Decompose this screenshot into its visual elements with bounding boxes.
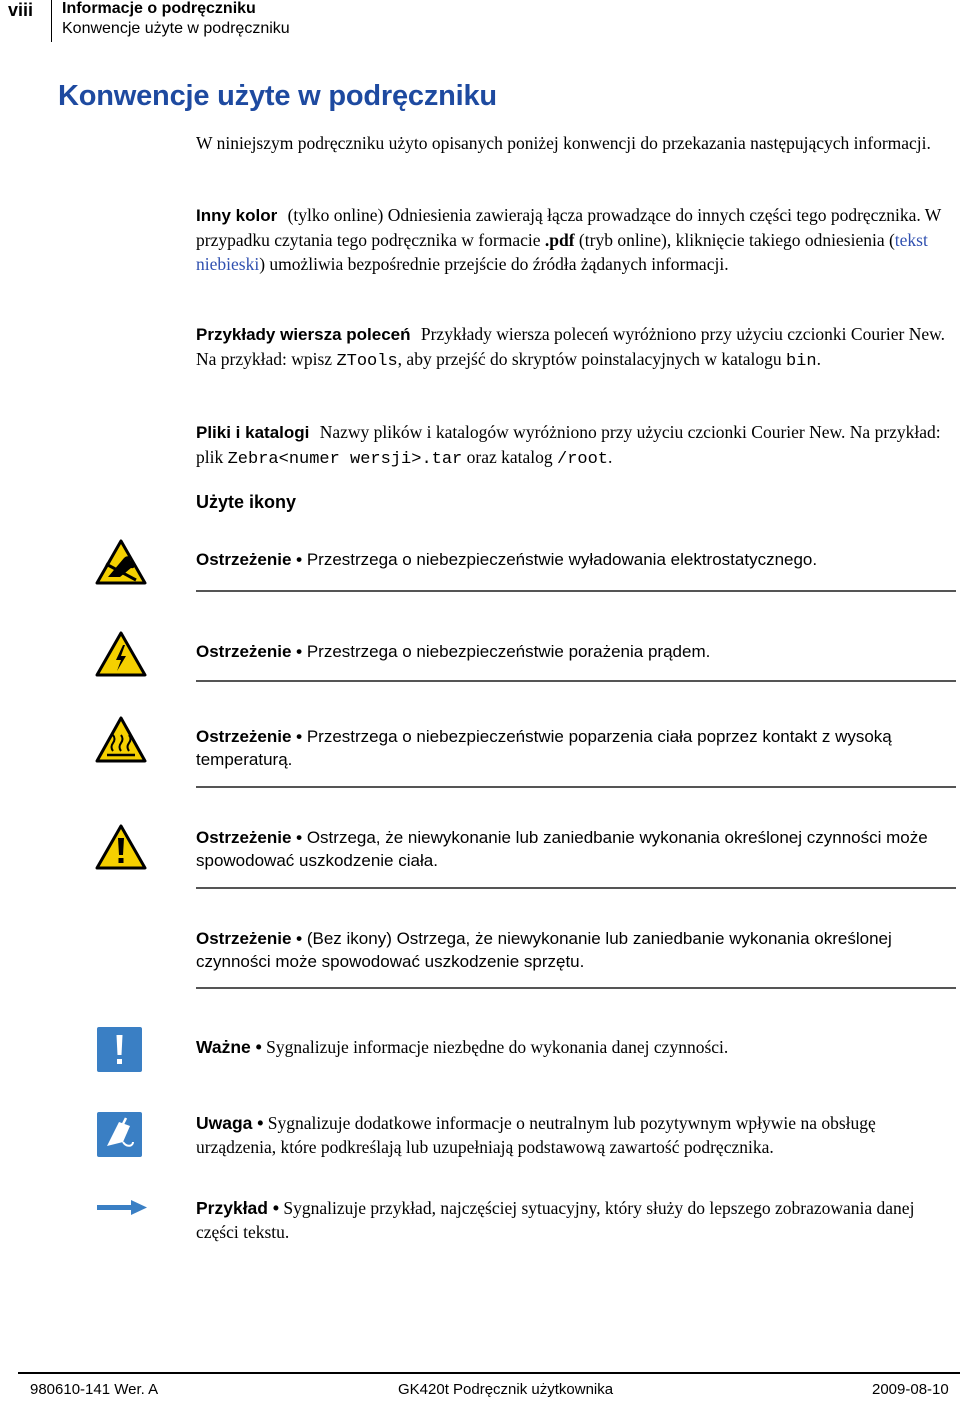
notice-text: Sygnalizuje przykład, najczęściej sytuacyjny, który służy do lepszego zobrazowania danej części tekstu. [196,1198,915,1242]
notice-text: Przestrzega o niebezpieczeństwie poparzenia ciała poprzez kontakt z wysoką temperaturą. [196,727,892,769]
notice-label: Uwaga • [196,1113,264,1133]
code-bin: bin [785,352,817,371]
convention-commands-text-2: , aby przejść do skryptów poinstalacyjnych w katalogu [397,349,786,369]
icons-heading: Użyte ikony [196,492,297,512]
convention-color [196,203,956,276]
notice-divider [196,786,956,788]
notice-label: Ostrzeżenie • [196,642,303,661]
chapter-title: Informacje o podręczniku [62,0,256,17]
convention-commands-label: Przykłady wiersza poleceń [196,325,411,344]
exclamation-warning-icon [94,823,148,871]
notice-text: Przestrzega o niebezpieczeństwie wyładowania elektrostatycznego. [302,550,818,569]
convention-color-text-2: (tryb online), kliknięcie takiego odniesienia ( [574,230,895,250]
notice-divider [196,680,956,682]
footer-manual-title: GK420t Podręcznik użytkownika [398,1381,614,1398]
note-icon [97,1112,142,1157]
page-title: Konwencje użyte w podręczniku [58,80,497,112]
header-divider [51,0,52,42]
notice-label: Ostrzeżenie • [196,550,303,569]
convention-color-text-3: ) umożliwia bezpośrednie przejście do źródła żądanych informacji. [259,254,729,274]
example-arrow-icon [97,1199,147,1217]
convention-commands [196,322,956,374]
notice-note [196,1111,956,1159]
convention-files-text-2: oraz katalog [462,447,557,467]
code-ztools: ZTools [336,352,398,371]
footer-date: 2009-08-10 [872,1381,949,1398]
notice-injury [196,826,936,872]
notice-label: Ważne • [196,1037,262,1057]
notice-text: Ostrzega, że niewykonanie lub zaniedbanie wykonania określonej czynności może spowodować uszkodzenie ciała. [196,828,928,870]
notice-divider [196,887,956,889]
notice-example [196,1196,956,1244]
convention-files-text: Nazwy plików i katalogów wyróżniono przy użyciu czcionki Courier New. Na przykład: plik [196,422,941,467]
notice-label: Ostrzeżenie • [196,828,303,847]
footer-document-id: 980610-141 Wer. A [30,1381,159,1398]
blue-text-sample: tekst niebieski [196,230,928,274]
notice-esd [196,548,936,571]
notice-important [196,1036,936,1059]
important-icon [97,1027,142,1072]
notice-equipment [196,927,936,973]
hot-surface-warning-icon [94,715,148,765]
section-title: Konwencje użyte w podręczniku [62,20,290,37]
convention-files-text-3: . [608,447,613,467]
convention-color-label: Inny kolor [196,206,278,225]
notice-text: Przestrzega o niebezpieczeństwie porażenia prądem. [302,642,711,661]
notice-label: Ostrzeżenie • [196,929,303,948]
convention-files-label: Pliki i katalogi [196,423,310,442]
pdf-format: .pdf [544,230,575,250]
electric-shock-warning-icon [94,630,148,678]
notice-hot [196,725,936,771]
code-filename: Zebra<numer wersji>.tar [227,450,463,469]
intro-paragraph: W niniejszym podręczniku użyto opisanych poniżej konwencji do przekazania następujących informacji. [196,133,931,153]
notice-label: Ostrzeżenie • [196,727,303,746]
convention-files [196,420,956,472]
convention-commands-text-3: . [816,349,821,369]
notice-divider [196,590,956,592]
notice-label: Przykład • [196,1198,279,1218]
convention-commands-text: Przykłady wiersza poleceń wyróżniono przy użyciu czcionki Courier New. Na przykład: wpisz [196,324,946,369]
code-root: /root [557,450,609,469]
notice-divider [196,987,956,989]
convention-color-text: (tylko online) Odniesienia zawierają łącza prowadzące do innych części tego podręcznika. W przypadku czytania tego podręcznika w formacie [196,205,941,250]
notice-text: Sygnalizuje dodatkowe informacje o neutralnym lub pozytywnym wpływie na obsługę urządzenia, które podkreślają lub uzupełniają podstawową zawartość podręcznika. [196,1113,876,1157]
notice-text: (Bez ikony) Ostrzega, że niewykonanie lub zaniedbanie wykonania określonej czynności może spowodować uszkodzenie sprzętu. [196,929,892,971]
notice-shock [196,640,936,663]
esd-warning-icon [94,538,148,586]
page-number: viii [8,0,34,20]
footer-divider [18,1372,960,1374]
notice-text: Sygnalizuje informacje niezbędne do wykonania danej czynności. [261,1037,729,1057]
